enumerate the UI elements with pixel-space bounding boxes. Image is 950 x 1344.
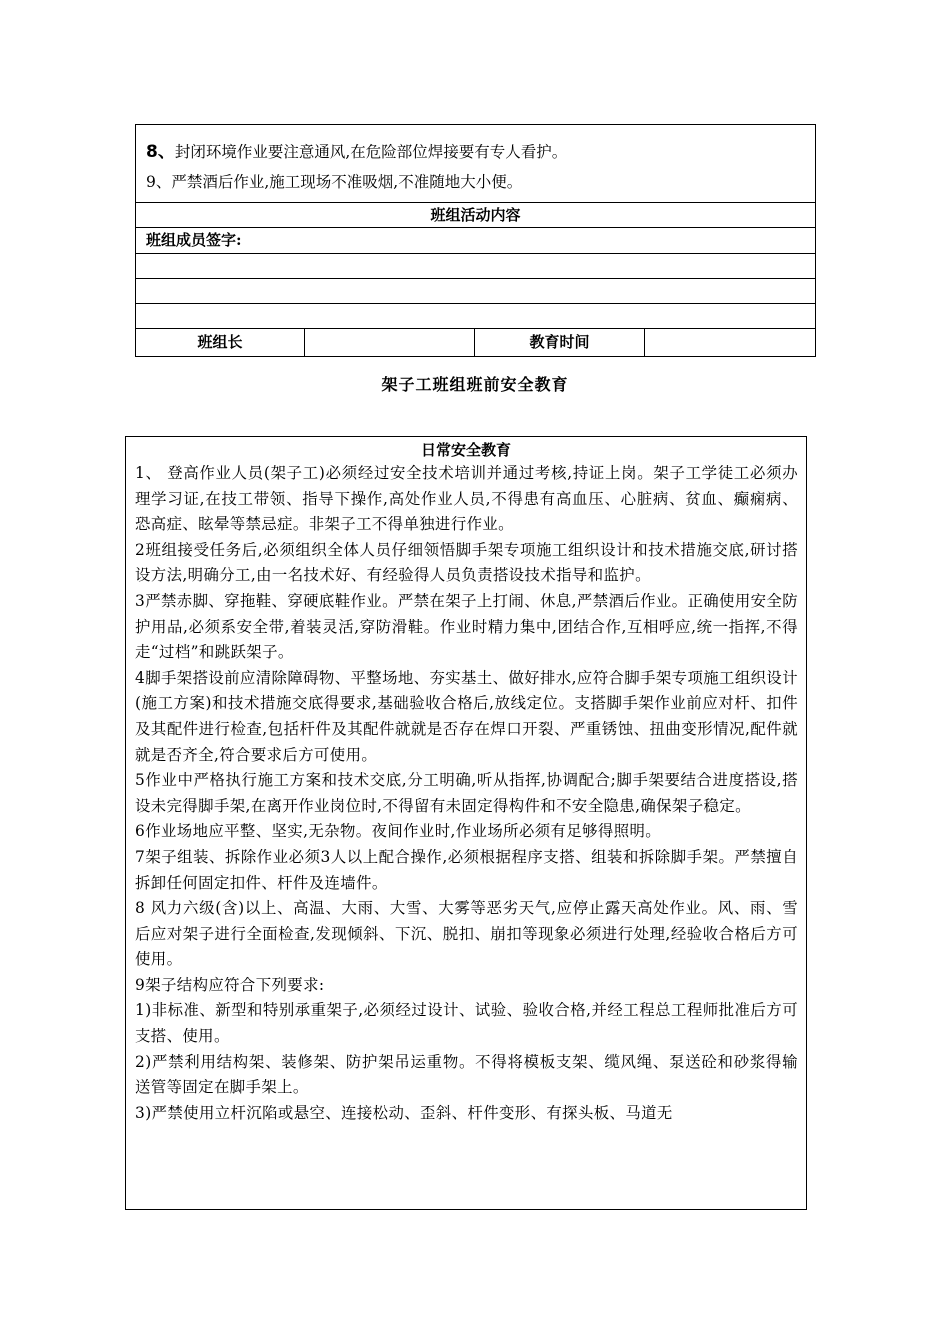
paragraph: 7架子组装、拆除作业必须3人以上配合操作,必须根据程序支搭、组装和拆除脚手架。严禁擅自拆卸任何固定扣件、杆件及连墙件。 (135, 847, 798, 892)
rule-9: 9、严禁酒后作业,施工现场不准吸烟,不准随地大小便。 (146, 173, 523, 191)
rule-8-text: 封闭环境作业要注意通风,在危险部位焊接要有专人看护。 (174, 143, 568, 161)
paragraph: 5作业中严格执行施工方案和技术交底,分工明确,听从指挥,协调配合;脚手架要结合进度搭设,搭设未完得脚手架,在离开作业岗位时,不得留有未固定得构件和不安全隐患,确保架子稳定。 (135, 771, 798, 815)
section-title: 架子工班组班前安全教育 (381, 375, 569, 394)
time-label: 教育时间 (475, 329, 645, 356)
rule-8 (146, 139, 805, 169)
paragraph: 6作业场地应平整、坚实,无杂物。夜间作业时,作业场所必须有足够得照明。 (135, 822, 662, 841)
signature-line-3[interactable] (136, 304, 815, 329)
leader-value[interactable] (305, 329, 475, 356)
rules-cell (136, 125, 815, 203)
paragraph: 8 风力六级(含)以上、高温、大雨、大雪、大雾等恶劣天气,应停止露天高处作业。风、雨、雪后应对架子进行全面检查,发现倾斜、下沉、脱扣、崩扣等现象必须进行处理,经验收合格后方可使用。 (135, 899, 798, 969)
paragraph: 3严禁赤脚、穿拖鞋、穿硬底鞋作业。严禁在架子上打闹、休息,严禁酒后作业。正确使用安全防护用品,必须系安全带,着装灵活,穿防滑鞋。作业时精力集中,团结合作,互相呼应,统一指挥,不得走“过档”和跳跃架子。 (135, 591, 798, 662)
paragraph: 3)严禁使用立杆沉陷或悬空、连接松动、歪斜、杆件变形、有探头板、马道无 (135, 1103, 673, 1122)
signature-line-2[interactable] (136, 279, 815, 304)
daily-header: 日常安全教育 (420, 441, 511, 459)
leader-label: 班组长 (136, 329, 305, 356)
paragraph: 4脚手架搭设前应清除障碍物、平整场地、夯实基土、做好排水,应符合脚手架专项施工组织设计(施工方案)和技术措施交底得要求,基础验收合格后,放线定位。支搭脚手架作业前应对杆、扣件及其配件进行检查,包括杆件及其配件就就是否存在焊口开裂、严重锈蚀、扭曲变形情况,配件就就是否齐全,符合要求后方可使用。 (135, 668, 798, 764)
time-value[interactable] (645, 329, 815, 356)
paragraph: 9架子结构应符合下列要求: (135, 975, 325, 994)
signature-line-1[interactable] (136, 254, 815, 279)
leader-row (136, 329, 815, 356)
activity-header: 班组活动内容 (136, 203, 815, 228)
daily-body (126, 461, 806, 1126)
top-table (135, 124, 816, 357)
paragraph: 2班组接受任务后,必须组织全体人员仔细领悟脚手架专项施工组织设计和技术措施交底,研讨搭设方法,明确分工,由一名技术好、有经验得人员负责搭设技术指导和监护。 (135, 540, 798, 585)
paragraph: 1、 登高作业人员(架子工)必须经过安全技术培训并通过考核,持证上岗。架子工学徒工必须办理学习证,在技工带领、指导下操作,高处作业人员,不得患有高血压、心脏病、贫血、癫痫病、恐高症、眩晕等禁忌症。非架子工不得单独进行作业。 (135, 464, 798, 534)
paragraph: 1)非标准、新型和特别承重架子,必须经过设计、试验、验收合格,并经工程总工程师批准后方可支搭、使用。 (135, 1001, 798, 1046)
rule-8-number: 8、 (146, 142, 175, 162)
daily-safety-box (125, 436, 807, 1210)
signature-label: 班组成员签字: (136, 228, 815, 254)
paragraph: 2)严禁利用结构架、装修架、防护架吊运重物。不得将模板支架、缆风绳、泵送砼和砂浆得输送管等固定在脚手架上。 (135, 1052, 798, 1097)
